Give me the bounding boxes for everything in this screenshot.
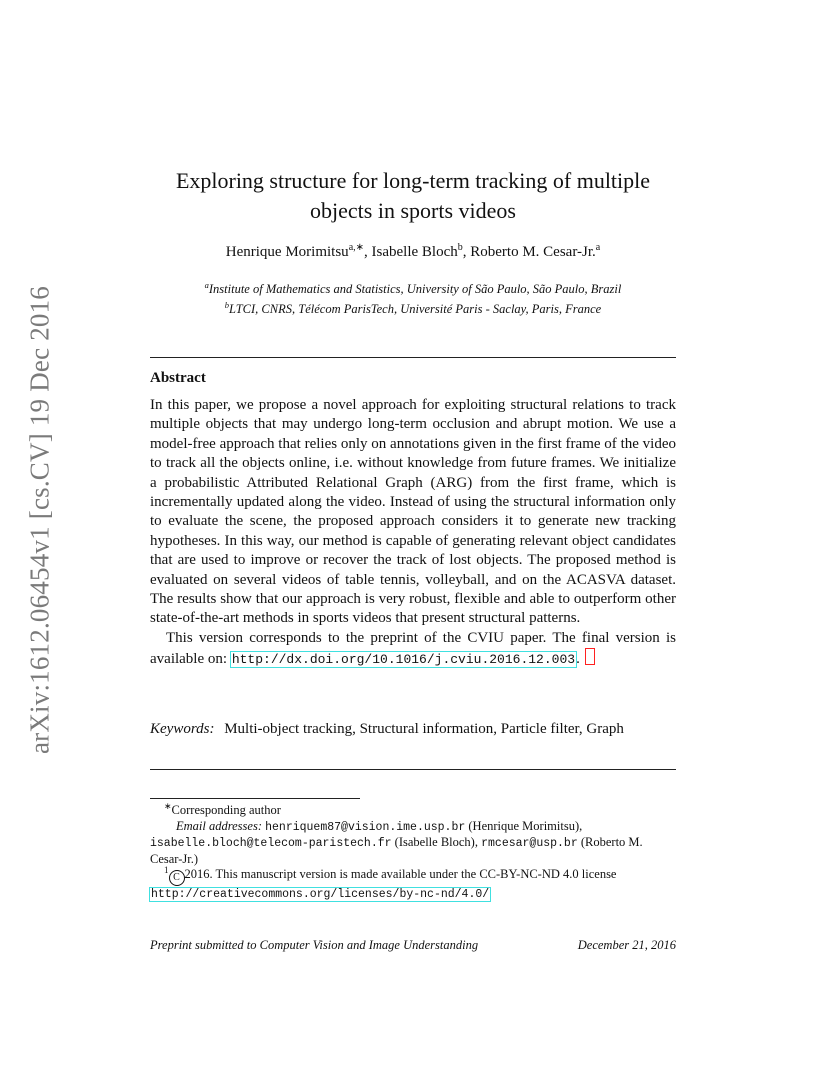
email-3: rmcesar@usp.br — [481, 837, 578, 850]
abstract-body — [150, 396, 676, 670]
license-note — [150, 867, 676, 903]
preprint-footer — [150, 938, 676, 953]
author-1-marks: a,∗ — [348, 242, 365, 253]
email-note — [150, 819, 676, 868]
version-note-end: . — [576, 651, 580, 668]
title-line-2: objects in sports videos — [310, 198, 516, 223]
email-label: Email addresses: — [176, 818, 262, 833]
title-line-1: Exploring structure for long-term tracking of multiple — [175, 168, 651, 193]
corresponding-mark: ∗ — [164, 801, 172, 811]
preprint-text: Preprint submitted to Computer Vision and Image Understanding — [150, 938, 479, 952]
author-2-name: Isabelle Bloch — [371, 244, 458, 260]
copyright-icon: C — [169, 870, 185, 886]
keywords-label: Keywords: — [150, 721, 215, 737]
corresponding-text: Corresponding author — [171, 803, 281, 817]
email-1-owner: (Henrique Morimitsu), — [468, 818, 583, 833]
arxiv-identifier: arXiv:1612.06454v1 [cs.CV] 19 Dec 2016 — [24, 285, 55, 755]
author-3-name: Roberto M. Cesar-Jr. — [470, 244, 596, 260]
affiliation-a — [150, 277, 676, 297]
email-2-owner: (Isabelle Bloch), — [394, 835, 478, 849]
preprint-date: December 21, 2016 — [577, 938, 676, 952]
author-2-marks: b — [457, 242, 463, 253]
footnote-rule — [150, 798, 360, 799]
paper-title — [150, 166, 676, 226]
version-note: This version corresponds to the preprint of the CVIU paper. The final version is available on: — [150, 629, 676, 668]
footnote-marker-box[interactable] — [585, 648, 595, 665]
email-1: henriquem87@vision.ime.usp.br — [265, 820, 466, 834]
affiliation-b-text: LTCI, CNRS, Télécom ParisTech, Université Paris - Saclay, Paris, France — [229, 302, 602, 316]
abstract-paragraph-1: In this paper, we propose a novel approach for exploiting structural relations to track multiple objects that may undergo long-term occlusion and abrupt motion. We use a model-free approach that relies only on annotations given in the first frame of the video to track all the objects online, i.e. without knowledge from future frames. We initialize a probabilistic Attributed Relational Graph (ARG) from the first frame, which is incrementally updated along the video. Instead of using the structural information only to evaluate the scene, the proposed approach considers it to generate new tracking hypotheses. In this way, our method is capable of generating relevant object candidates that are used to improve or recover the track of lost objects. The proposed method is evaluated on several videos of table tennis, volleyball, and on the ACASVA dataset. The results show that our approach is very robust, flexible and able to outperform other state-of-the-art methods in sports videos that present structural patterns. — [150, 397, 676, 627]
footnotes — [150, 803, 676, 903]
doi-link[interactable]: http://dx.doi.org/10.1016/j.cviu.2016.12.003 — [231, 652, 576, 668]
author-3-marks: a — [595, 242, 601, 253]
keywords-text: Multi-object tracking, Structural information, Particle filter, Graph — [224, 721, 624, 737]
author-list: Henrique Morimitsu$^{a,∗}$, Isabelle Bloch$^b$, Roberto M. Cesar-Jr.$^a$ — [225, 242, 601, 260]
license-mark: 1 — [164, 865, 169, 875]
affiliation-a-mark: a — [204, 280, 209, 290]
bottom-rule — [150, 769, 676, 770]
license-link[interactable]: http://creativecommons.org/licenses/by-nc-nd/4.0/ — [151, 888, 490, 901]
top-rule — [150, 357, 676, 358]
affiliation-a-text: Institute of Mathematics and Statistics, University of São Paulo, São Paulo, Brazil — [208, 282, 622, 296]
corresponding-author-note — [150, 803, 676, 819]
keywords — [150, 720, 676, 739]
email-2: isabelle.bloch@telecom-paristech.fr — [150, 837, 392, 850]
affiliations — [150, 277, 676, 317]
author-1-name: Henrique Morimitsu — [225, 244, 349, 260]
abstract-paragraph-2 — [150, 629, 676, 670]
affiliation-b — [150, 297, 676, 317]
affiliation-b-mark: b — [224, 300, 230, 310]
abstract-heading: Abstract — [150, 370, 206, 386]
email-3-owner: (Roberto M. Cesar-Jr.) — [150, 835, 643, 866]
license-text: 2016. This manuscript version is made available under the CC-BY-NC-ND 4.0 license — [184, 867, 617, 881]
